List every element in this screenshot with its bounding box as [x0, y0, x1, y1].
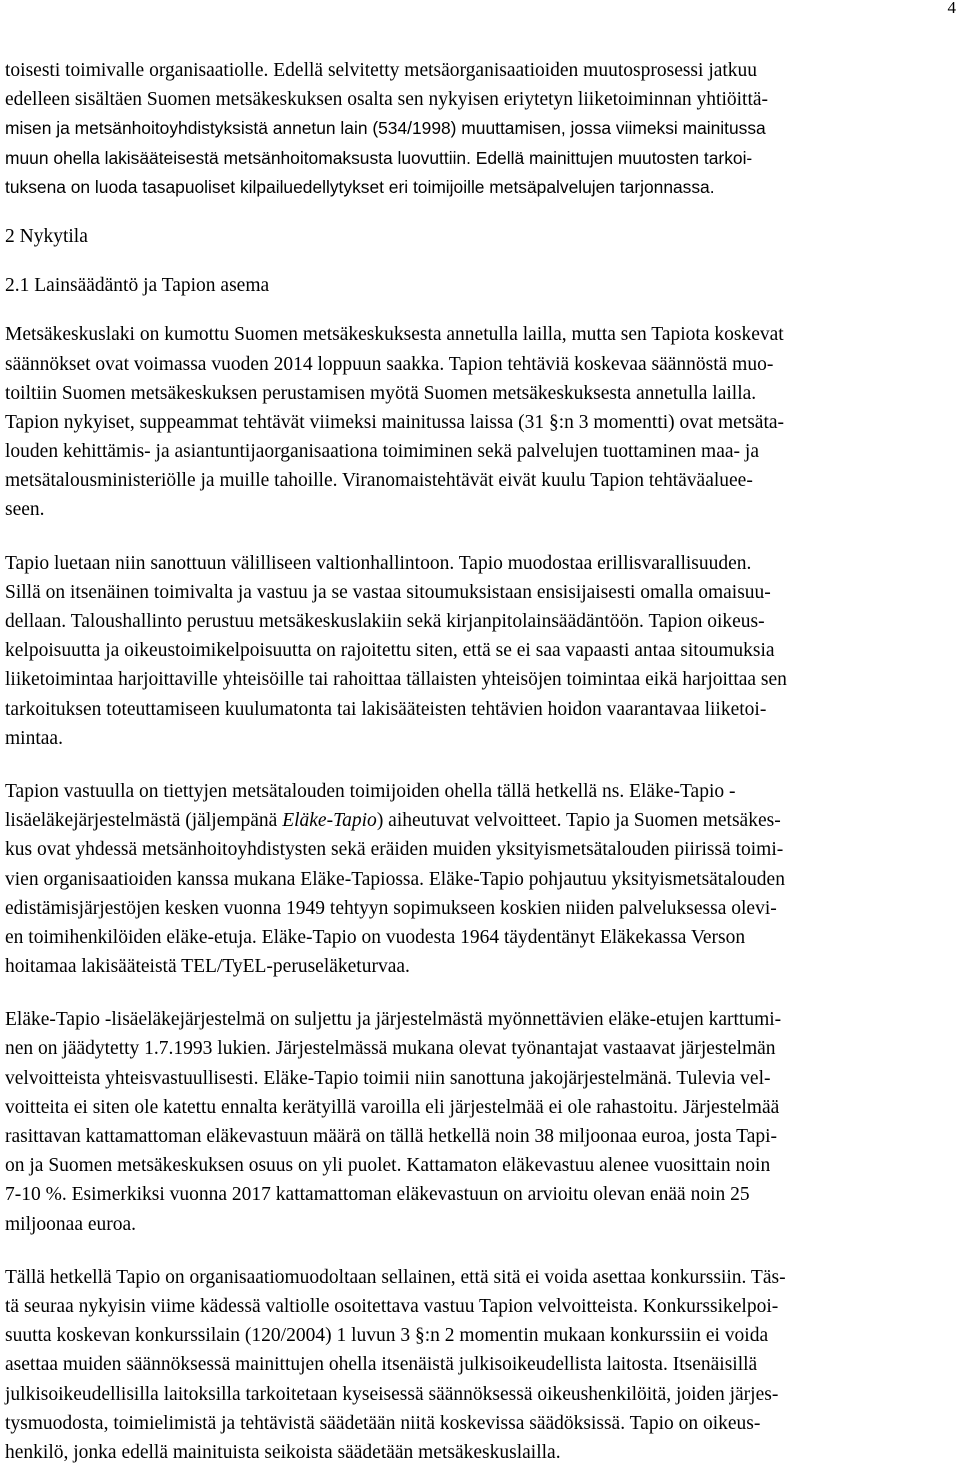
- paragraph-line: en toimihenkilöiden eläke-etuja. Eläke-Tapio on vuodesta 1964 täydentänyt Eläkekassa Verson: [5, 926, 746, 948]
- paragraph-line: 7-10 %. Esimerkiksi vuonna 2017 kattamattoman eläkevastuun on arvioitu olevan enää noin 25: [5, 1184, 750, 1206]
- page-number: 4: [947, 0, 956, 17]
- paragraph-line: kus ovat yhdessä metsänhoitoyhdistysten sekä eräiden muiden yksityismetsätalouden piirissä toimi-: [5, 839, 784, 861]
- paragraph-line: edistämisjärjestöjen kesken vuonna 1949 tehtyyn sopimukseen koskien niiden palveluksessa olevi-: [5, 897, 777, 919]
- paragraph-line: muun ohella lakisääteisestä metsänhoitomaksusta luovuttiin. Edellä mainittujen muutosten tarkoi-: [5, 147, 753, 168]
- paragraph-line: tysmuodosta, toimielimistä ja tehtävistä säädetään niitä koskevissa säädöksissä. Tapio on oikeus-: [5, 1412, 761, 1434]
- paragraph-legislation: [5, 320, 955, 524]
- paragraph-pension: [5, 777, 955, 981]
- paragraph-line: asettaa muiden säännöksessä mainittujen ohella itsenäistä julkisoikeudellista laitosta. Itsenäisillä: [5, 1354, 758, 1376]
- paragraph-line: hoitamaa lakisääteistä TEL/TyEL-peruseläketurvaa.: [5, 956, 410, 978]
- paragraph-line: rasittavan kattamattoman eläkevastuun määrä on tällä hetkellä noin 38 miljoonaa euroa, josta Tapi-: [5, 1126, 778, 1147]
- paragraph-line: Tapion vastuulla on tiettyjen metsätalouden toimijoiden ohella tällä hetkellä ns. Eläke-Tapio -: [5, 780, 736, 802]
- paragraph-line: mintaa.: [5, 727, 63, 749]
- paragraph-line: on ja Suomen metsäkeskuksen osuus on yli puolet. Kattamaton eläkevastuu alenee vuosittain noin: [5, 1155, 771, 1177]
- paragraph-line: voitteita ei siten ole katettu ennalta kerätyillä varoilla eli järjestelmää ei ole rahastoitu. Järjestelmää: [5, 1096, 780, 1118]
- section-heading: 2 Nykytila: [5, 225, 88, 247]
- line-text: ) aiheutuvat velvoitteet. Tapio ja Suomen metsäkes-: [376, 810, 781, 832]
- paragraph-line: Tällä hetkellä Tapio on organisaatiomuodoltaan sellainen, että sitä ei voida asettaa konkurssiin. Täs-: [5, 1266, 786, 1288]
- paragraph-line: seen.: [5, 499, 45, 521]
- paragraph-pension-liability: [5, 1005, 955, 1239]
- paragraph-line: Sillä on itsenäinen toimivalta ja vastuu ja se vastaa sitoumuksistaan ensisijaisesti omalla omaisuu-: [5, 581, 771, 603]
- paragraph-line: Eläke-Tapio -lisäeläkejärjestelmä on suljettu ja järjestelmästä myönnettävien eläke-etujen karttumi-: [5, 1009, 782, 1031]
- paragraph-line: miljoonaa euroa.: [5, 1213, 137, 1235]
- paragraph-bankruptcy: [5, 1263, 955, 1467]
- paragraph-line: [5, 806, 955, 835]
- paragraph-line: tuksena on luoda tasapuoliset kilpailuedellytykset eri toimijoille metsäpalvelujen tarjonnassa.: [5, 176, 715, 197]
- paragraph-line: misen ja metsänhoitoyhdistyksistä annetun lain (534/1998) muuttamisen, jossa viimeksi mainitussa: [5, 118, 766, 139]
- paragraph-administration: [5, 549, 955, 753]
- paragraph-line: julkisoikeudellisilla laitoksilla tarkoitetaan kyseisessä säännöksessä oikeushenkilöitä, joiden järjes-: [5, 1383, 779, 1405]
- document-page: [5, 56, 955, 1467]
- paragraph-line: vien organisaatioiden kanssa mukana Eläke-Tapiossa. Eläke-Tapio pohjautuu yksityismetsätalouden: [5, 868, 785, 890]
- paragraph-line: tä seuraa nykyisin viime kädessä valtiolle osoitettava vastuu Tapion velvoitteista. Konkurssikelpoi-: [5, 1295, 779, 1317]
- paragraph-line: Tapio luetaan niin sanottuun välilliseen valtionhallintoon. Tapio muodostaa erillisvarallisuuden.: [5, 552, 752, 574]
- paragraph-line: toiltiin Suomen metsäkeskuksen perustamisen myötä Suomen metsäkeskuksesta annetulla lailla.: [5, 382, 757, 404]
- paragraph-line: edelleen sisältäen Suomen metsäkeskuksen osalta sen nykyisen eriytetyn liiketoiminnan yhtiöittä-: [5, 89, 769, 111]
- paragraph-line: Tapion nykyiset, suppeammat tehtävät viimeksi mainitussa laissa (31 §:n 3 momentti) ovat metsäta-: [5, 411, 785, 433]
- paragraph-line: säännökset ovat voimassa vuoden 2014 loppuun saakka. Tapion tehtäviä koskevaa säännöstä muo-: [5, 353, 774, 375]
- paragraph-line: dellaan. Taloushallinto perustuu metsäkeskuslakiin sekä kirjanpitolainsäädäntöön. Tapion oikeus-: [5, 611, 765, 632]
- emphasized-term: Eläke-Tapio: [282, 810, 377, 832]
- line-text: lisäeläkejärjestelmästä (jäljempänä: [5, 810, 283, 832]
- subsection-heading: 2.1 Lainsäädäntö ja Tapion asema: [5, 275, 270, 297]
- paragraph-line: liiketoimintaa harjoittaville yhteisöille tai rahoittaa tällaisten yhteisöjen toimintaa eikä harjoittaa sen: [5, 669, 787, 691]
- paragraph-line: louden kehittämis- ja asiantuntijaorganisaationa toimiminen sekä palvelujen tuottaminen maa- ja: [5, 441, 759, 463]
- intro-paragraph: [5, 56, 955, 202]
- paragraph-line: metsätalousministeriölle ja muille tahoille. Viranomaistehtävät eivät kuulu Tapion tehtäväaluee-: [5, 470, 753, 492]
- paragraph-line: kelpoisuutta ja oikeustoimikelpoisuutta on rajoitettu siten, että se ei saa vapaasti antaa sitoumuksia: [5, 640, 775, 662]
- paragraph-line: velvoitteista yhteisvastuullisesti. Eläke-Tapio toimii niin sanottuna jakojärjestelmänä. Tulevia vel-: [5, 1067, 771, 1089]
- paragraph-line: nen on jäädytetty 1.7.1993 lukien. Järjestelmässä mukana olevat työnantajat vastaavat järjestelmän: [5, 1038, 776, 1060]
- paragraph-line: toisesti toimivalle organisaatiolle. Edellä selvitetty metsäorganisaatioiden muutosprosessi jatkuu: [5, 60, 758, 81]
- paragraph-line: Metsäkeskuslaki on kumottu Suomen metsäkeskuksesta annetulla lailla, mutta sen Tapiota koskevat: [5, 324, 784, 346]
- paragraph-line: henkilö, jonka edellä mainituista seikoista säädetään metsäkeskuslailla.: [5, 1441, 561, 1463]
- paragraph-line: suutta koskevan konkurssilain (120/2004) 1 luvun 3 §:n 2 momentin mukaan konkurssiin ei voida: [5, 1325, 769, 1347]
- paragraph-line: tarkoituksen toteuttamiseen kuulumatonta tai lakisääteisten tehtävien hoidon vaarantavaa liiketoi-: [5, 698, 767, 720]
